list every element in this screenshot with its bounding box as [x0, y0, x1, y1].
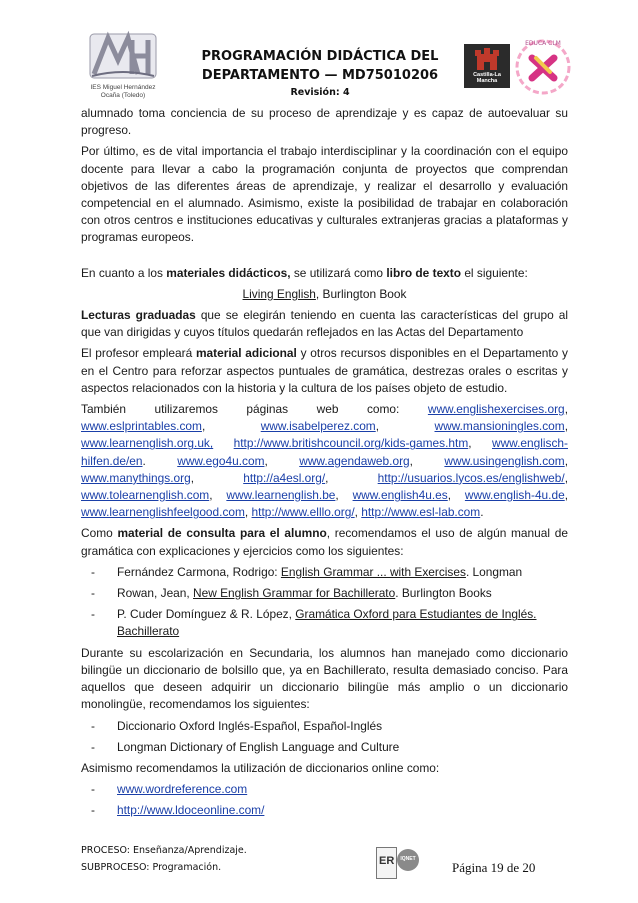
- weblink[interactable]: http://www.elllo.org/: [251, 505, 355, 520]
- weblink[interactable]: www.mansioningles.com: [434, 419, 565, 434]
- weblink[interactable]: www.english-4u.de: [464, 488, 565, 503]
- page-footer: [81, 842, 247, 876]
- list-item: - Longman Dictionary of English Language and Culture: [81, 739, 568, 756]
- list-item: - Fernández Carmona, Rodrigo: English Grammar ... with Exercises. Longman: [81, 564, 568, 581]
- revision-label: Revisión: 4: [290, 87, 350, 98]
- weblink[interactable]: www.wordreference.com: [117, 782, 248, 797]
- edu-label: EDUCA CLM: [525, 40, 561, 47]
- list-item: [81, 802, 568, 819]
- clm-label: Castilla-La Mancha: [473, 72, 501, 84]
- paragraph-graded-readers: Lecturas graduadas que se elegirán teniendo en cuenta las características del grupo al que van dirigidas y cuyos títulos quedarán reflejados en las Actas del Departamento: [81, 308, 568, 340]
- online-dictionary-list: [81, 781, 568, 819]
- title-line-2: DEPARTAMENTO — MD75010206: [201, 68, 439, 83]
- weblink[interactable]: www.eslprintables.com: [81, 419, 202, 434]
- page-header: [0, 0, 638, 120]
- weblink[interactable]: http://a4esl.org/: [243, 470, 326, 485]
- paragraph-dictionaries: Durante su escolarización en Secundaria, los alumnos han manejado como diccionario bilingüe un diccionario de bolsillo que, ya en Bachillerato, resulta demasiado conciso. Para aquellos que deseen adquirir un diccionario bilingüe más amplio o un diccionario monolingüe, recomendamos los siguientes:: [81, 645, 568, 712]
- textbook-line: Living English, Burlington Book: [242, 286, 407, 301]
- school-logo: [88, 30, 158, 82]
- paragraph-reference-material: Como material de consulta para el alumno, recomendamos el uso de algún manual de gramática con explicaciones y ejercicios como los siguientes:: [81, 526, 568, 558]
- school-name: [78, 84, 168, 100]
- weblink[interactable]: http://www.esl-lab.com: [361, 505, 481, 520]
- page-content: [81, 105, 568, 824]
- paragraph-additional-material: El profesor empleará material adicional y otros recursos disponibles en el Departamento y en el Centro para reforzar aspectos puntuales de gramática, destrezas orales o escritas y aspectos relacionados con la historia y la cultura de los países objeto de estudio.: [81, 346, 568, 395]
- list-item: - Rowan, Jean, New English Grammar for Bachillerato. Burlington Books: [81, 585, 568, 602]
- list-item: - Diccionario Oxford Inglés-Español, Español-Inglés: [81, 718, 568, 735]
- castilla-la-mancha-logo: [464, 44, 510, 88]
- list-item: - P. Cuder Domínguez & R. López, Gramática Oxford para Estudiantes de Inglés. Bachillerato: [81, 606, 568, 640]
- weblink[interactable]: www.usingenglish.com: [444, 453, 565, 468]
- title-line-1: PROGRAMACIÓN DIDÁCTICA DEL: [201, 49, 439, 64]
- school-line-1: IES Miguel Hernández: [90, 84, 156, 91]
- educa-clm-logo: [512, 36, 574, 98]
- textbook-title: Living English: [242, 286, 316, 301]
- weblink[interactable]: www.tolearnenglish.com: [81, 488, 210, 503]
- iqnet-certification-logo: IQNET: [397, 849, 419, 871]
- page-number: Página 19 de 20: [452, 860, 536, 875]
- aenor-certification-logo: ER: [376, 847, 397, 879]
- weblink[interactable]: http://www.britishcouncil.org/kids-games.htm: [233, 436, 469, 451]
- grammar-list: [81, 564, 568, 641]
- weblink[interactable]: http://www.ldoceonline.com/: [117, 803, 265, 818]
- weblink[interactable]: www.learnenglish.be: [226, 488, 336, 503]
- weblink[interactable]: www.agendaweb.org: [299, 453, 410, 468]
- document-title: [175, 47, 465, 85]
- paragraph-1: alumnado toma conciencia de su proceso de aprendizaje y es capaz de autoevaluar su progreso.: [81, 106, 568, 138]
- footer-subprocess: SUBPROCESO: Programación.: [81, 862, 222, 873]
- paragraph-materials: En cuanto a los materiales didácticos, se utilizará como libro de texto el siguiente:: [81, 265, 528, 280]
- weblink[interactable]: www.englisch-hilfen.de/en: [81, 436, 568, 468]
- weblink[interactable]: www.english4u.es: [352, 488, 448, 503]
- paragraph-2: Por último, es de vital importancia el trabajo interdisciplinar y la coordinación con el equipo docente para llevar a cabo la programación conjunta de proyectos que comprendan objetivos de las diferentes áreas de aprendizaje, y realizar el desarrollo y evaluación competencial en el alumnado. Asimismo, existe la posibilidad de trabajar en colaboración con otros centros e instituciones educativas y culturales extranjeras gracias a plataformas y programas europeos.: [81, 144, 568, 245]
- weblink[interactable]: http://usuarios.lycos.es/englishweb/: [377, 470, 565, 485]
- weblink[interactable]: www.englishexercises.org: [427, 402, 565, 417]
- dictionary-list: [81, 718, 568, 756]
- weblink[interactable]: www.learnenglish.org.uk,: [81, 436, 214, 451]
- weblink[interactable]: www.isabelperez.com: [260, 419, 376, 434]
- paragraph-online-dictionaries: Asimismo recomendamos la utilización de diccionarios online como:: [81, 760, 440, 775]
- footer-process: PROCESO: Enseñanza/Aprendizaje.: [81, 845, 247, 856]
- weblink[interactable]: www.ego4u.com: [177, 453, 265, 468]
- list-item: [81, 781, 568, 798]
- school-line-2: Ocaña (Toledo): [100, 92, 146, 99]
- paragraph-websites: También utilizaremos páginas web como: www.englishexercises.org, www.eslprintables.com, www.isabelperez.com, www.mansioningles.com, www.learnenglish.org.uk, http://www.britishcouncil.org/kids-games.htm, www.englisch-hilfen.de/en. www.ego4u.com, www.agendaweb.org, www.usingenglish.com, www.manythings.org, http://a4esl.org/, http://usuarios.lycos.es/englishweb/, www.tolearnenglish.com, www.learnenglish.be, www.english4u.es, www.english-4u.de, www.learnenglishfeelgood.com, http://www.elllo.org/, http://www.esl-lab.com.: [81, 402, 569, 520]
- weblink[interactable]: www.learnenglishfeelgood.com: [81, 505, 245, 520]
- weblink[interactable]: www.manythings.org: [81, 470, 191, 485]
